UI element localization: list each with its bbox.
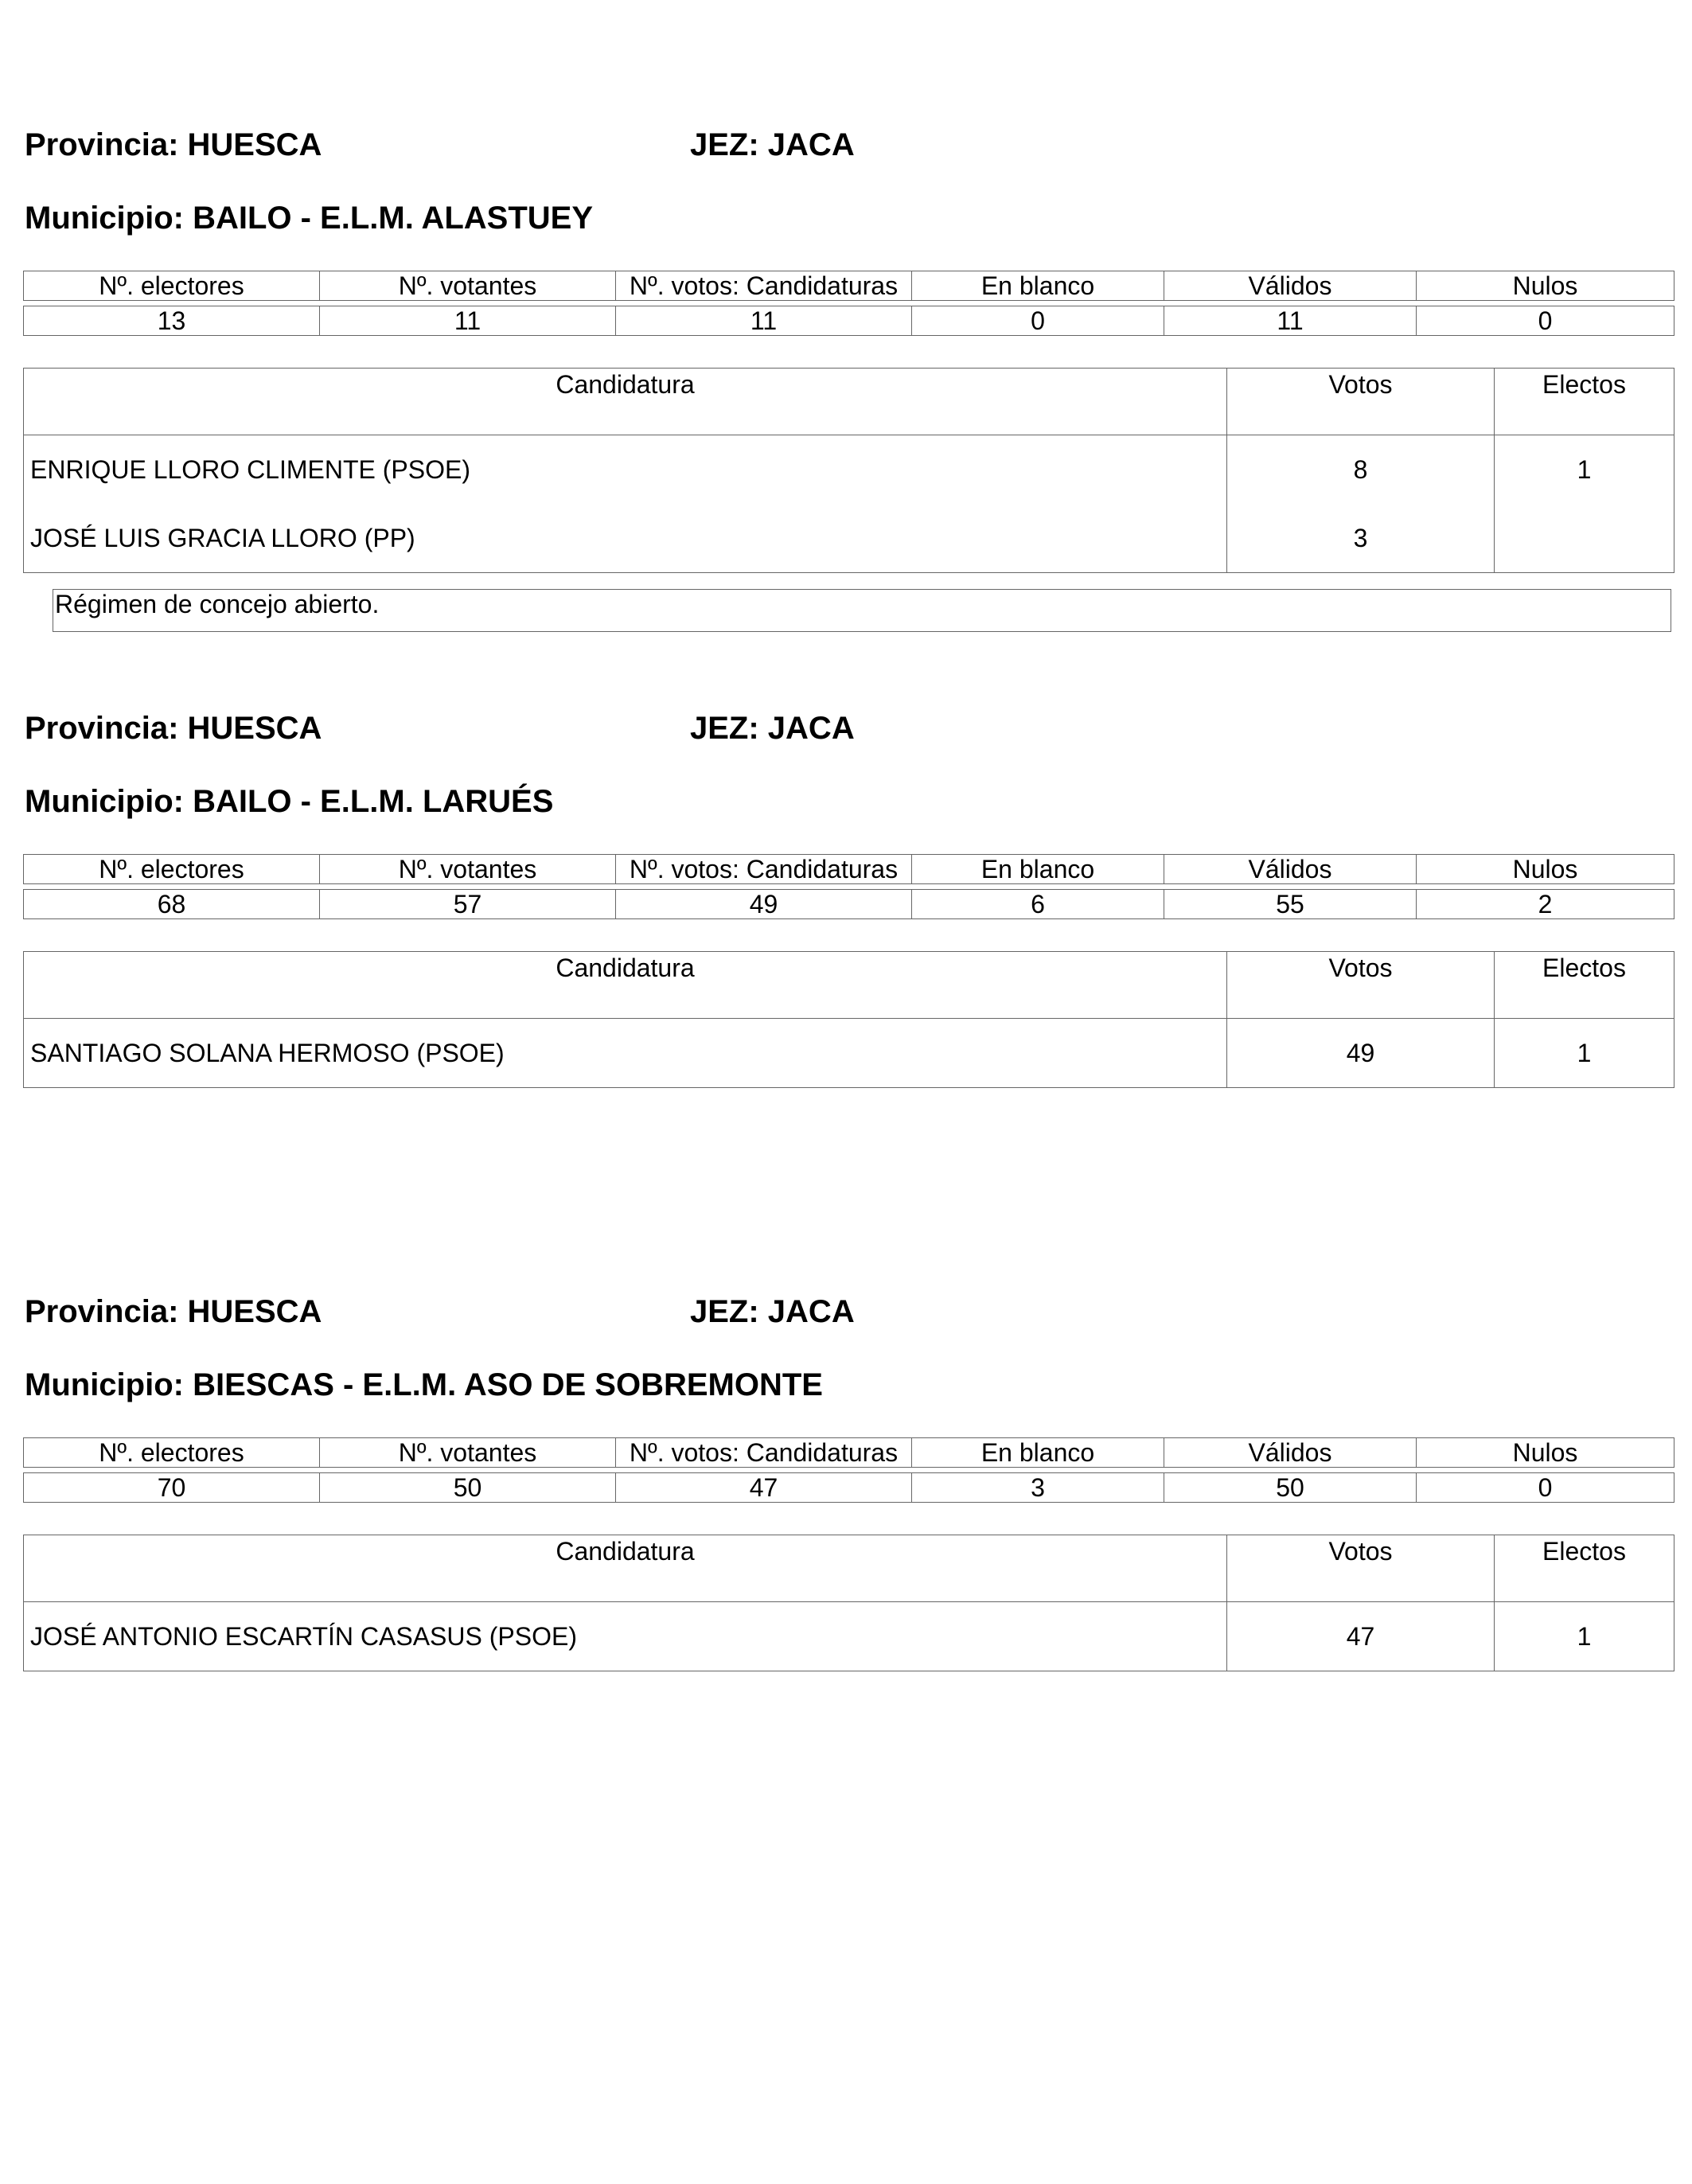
stats-value-row (24, 306, 1674, 336)
stat-value: 11 (616, 306, 912, 336)
votos-header: Votos (1227, 369, 1495, 435)
candidate-name: ENRIQUE LLORO CLIMENTE (PSOE) (24, 435, 1227, 505)
stat-header: Válidos (1164, 271, 1417, 301)
candidates-table (23, 951, 1674, 1088)
note-box: Régimen de concejo abierto. (53, 589, 1671, 632)
candidate-electos (1495, 504, 1674, 573)
candidate-votes: 49 (1227, 1019, 1495, 1088)
provincia-label: Provincia: HUESCA (25, 127, 322, 162)
stat-header: Nulos (1417, 1438, 1674, 1468)
candidate-votes: 8 (1227, 435, 1495, 505)
candidatura-header: Candidatura (24, 952, 1227, 1019)
stat-value: 55 (1164, 890, 1417, 919)
candidates-table (23, 368, 1674, 573)
stat-value: 0 (1417, 306, 1674, 336)
provincia-label: Provincia: HUESCA (25, 711, 322, 746)
stat-value: 11 (320, 306, 616, 336)
candidate-name: JOSÉ LUIS GRACIA LLORO (PP) (24, 504, 1227, 573)
stat-value: 11 (1164, 306, 1417, 336)
candidate-votes: 3 (1227, 504, 1495, 573)
candidate-row (24, 1019, 1674, 1088)
stat-header: Nulos (1417, 855, 1674, 884)
stat-header: Nº. votos: Candidaturas (616, 1438, 912, 1468)
stat-header: Nº. electores (24, 855, 320, 884)
stat-value: 50 (320, 1473, 616, 1503)
stat-header: Nº. votos: Candidaturas (616, 855, 912, 884)
candidate-row (24, 435, 1674, 505)
stat-header: Nº. votantes (320, 855, 616, 884)
candidate-electos: 1 (1495, 1019, 1674, 1088)
municipio-title: Municipio: BAILO - E.L.M. LARUÉS (25, 784, 554, 819)
stat-header: Nº. electores (24, 271, 320, 301)
stat-value: 13 (24, 306, 320, 336)
stats-value-row (24, 890, 1674, 919)
stat-header: En blanco (912, 855, 1164, 884)
stat-value: 6 (912, 890, 1164, 919)
stats-table (23, 271, 1674, 336)
stat-header: Válidos (1164, 1438, 1417, 1468)
stat-value: 2 (1417, 890, 1674, 919)
votos-header: Votos (1227, 952, 1495, 1019)
stat-value: 0 (1417, 1473, 1674, 1503)
candidate-votes: 47 (1227, 1602, 1495, 1671)
candidates-table (23, 1535, 1674, 1671)
jez-label: JEZ: JACA (690, 1294, 855, 1329)
stat-header: Nº. votantes (320, 1438, 616, 1468)
stats-table (23, 854, 1674, 919)
header-row (25, 127, 1664, 175)
municipality-section-alastuey (0, 127, 1692, 732)
municipio-title: Municipio: BIESCAS - E.L.M. ASO DE SOBREMONTE (25, 1367, 823, 1402)
stat-header: En blanco (912, 271, 1164, 301)
candidates-header-row (24, 952, 1674, 1019)
stat-value: 57 (320, 890, 616, 919)
candidatura-header: Candidatura (24, 1535, 1227, 1602)
header-row (25, 711, 1664, 759)
candidates-header-row (24, 1535, 1674, 1602)
candidate-row (24, 1602, 1674, 1671)
stat-value: 47 (616, 1473, 912, 1503)
stats-table (23, 1437, 1674, 1503)
electos-header: Electos (1495, 952, 1674, 1019)
stats-header-row (24, 271, 1674, 301)
candidates-header-row (24, 369, 1674, 435)
candidate-row (24, 504, 1674, 573)
municipality-section-aso-de-sobremonte (0, 1294, 1692, 1899)
stat-header: Nº. votos: Candidaturas (616, 271, 912, 301)
stat-header: En blanco (912, 1438, 1164, 1468)
stat-value: 68 (24, 890, 320, 919)
stat-value: 0 (912, 306, 1164, 336)
stat-header: Válidos (1164, 855, 1417, 884)
electos-header: Electos (1495, 369, 1674, 435)
jez-label: JEZ: JACA (690, 127, 855, 162)
candidatura-header: Candidatura (24, 369, 1227, 435)
candidate-name: SANTIAGO SOLANA HERMOSO (PSOE) (24, 1019, 1227, 1088)
stats-value-row (24, 1473, 1674, 1503)
jez-label: JEZ: JACA (690, 711, 855, 746)
stat-header: Nº. votantes (320, 271, 616, 301)
stat-value: 49 (616, 890, 912, 919)
stat-value: 70 (24, 1473, 320, 1503)
stat-header: Nº. electores (24, 1438, 320, 1468)
header-row (25, 1294, 1664, 1342)
votos-header: Votos (1227, 1535, 1495, 1602)
stats-header-row (24, 855, 1674, 884)
stats-header-row (24, 1438, 1674, 1468)
provincia-label: Provincia: HUESCA (25, 1294, 322, 1329)
candidate-electos: 1 (1495, 1602, 1674, 1671)
stat-value: 50 (1164, 1473, 1417, 1503)
candidate-electos: 1 (1495, 435, 1674, 505)
electos-header: Electos (1495, 1535, 1674, 1602)
candidate-name: JOSÉ ANTONIO ESCARTÍN CASASUS (PSOE) (24, 1602, 1227, 1671)
stat-header: Nulos (1417, 271, 1674, 301)
municipio-title: Municipio: BAILO - E.L.M. ALASTUEY (25, 201, 594, 236)
stat-value: 3 (912, 1473, 1164, 1503)
municipality-section-larues (0, 711, 1692, 1316)
